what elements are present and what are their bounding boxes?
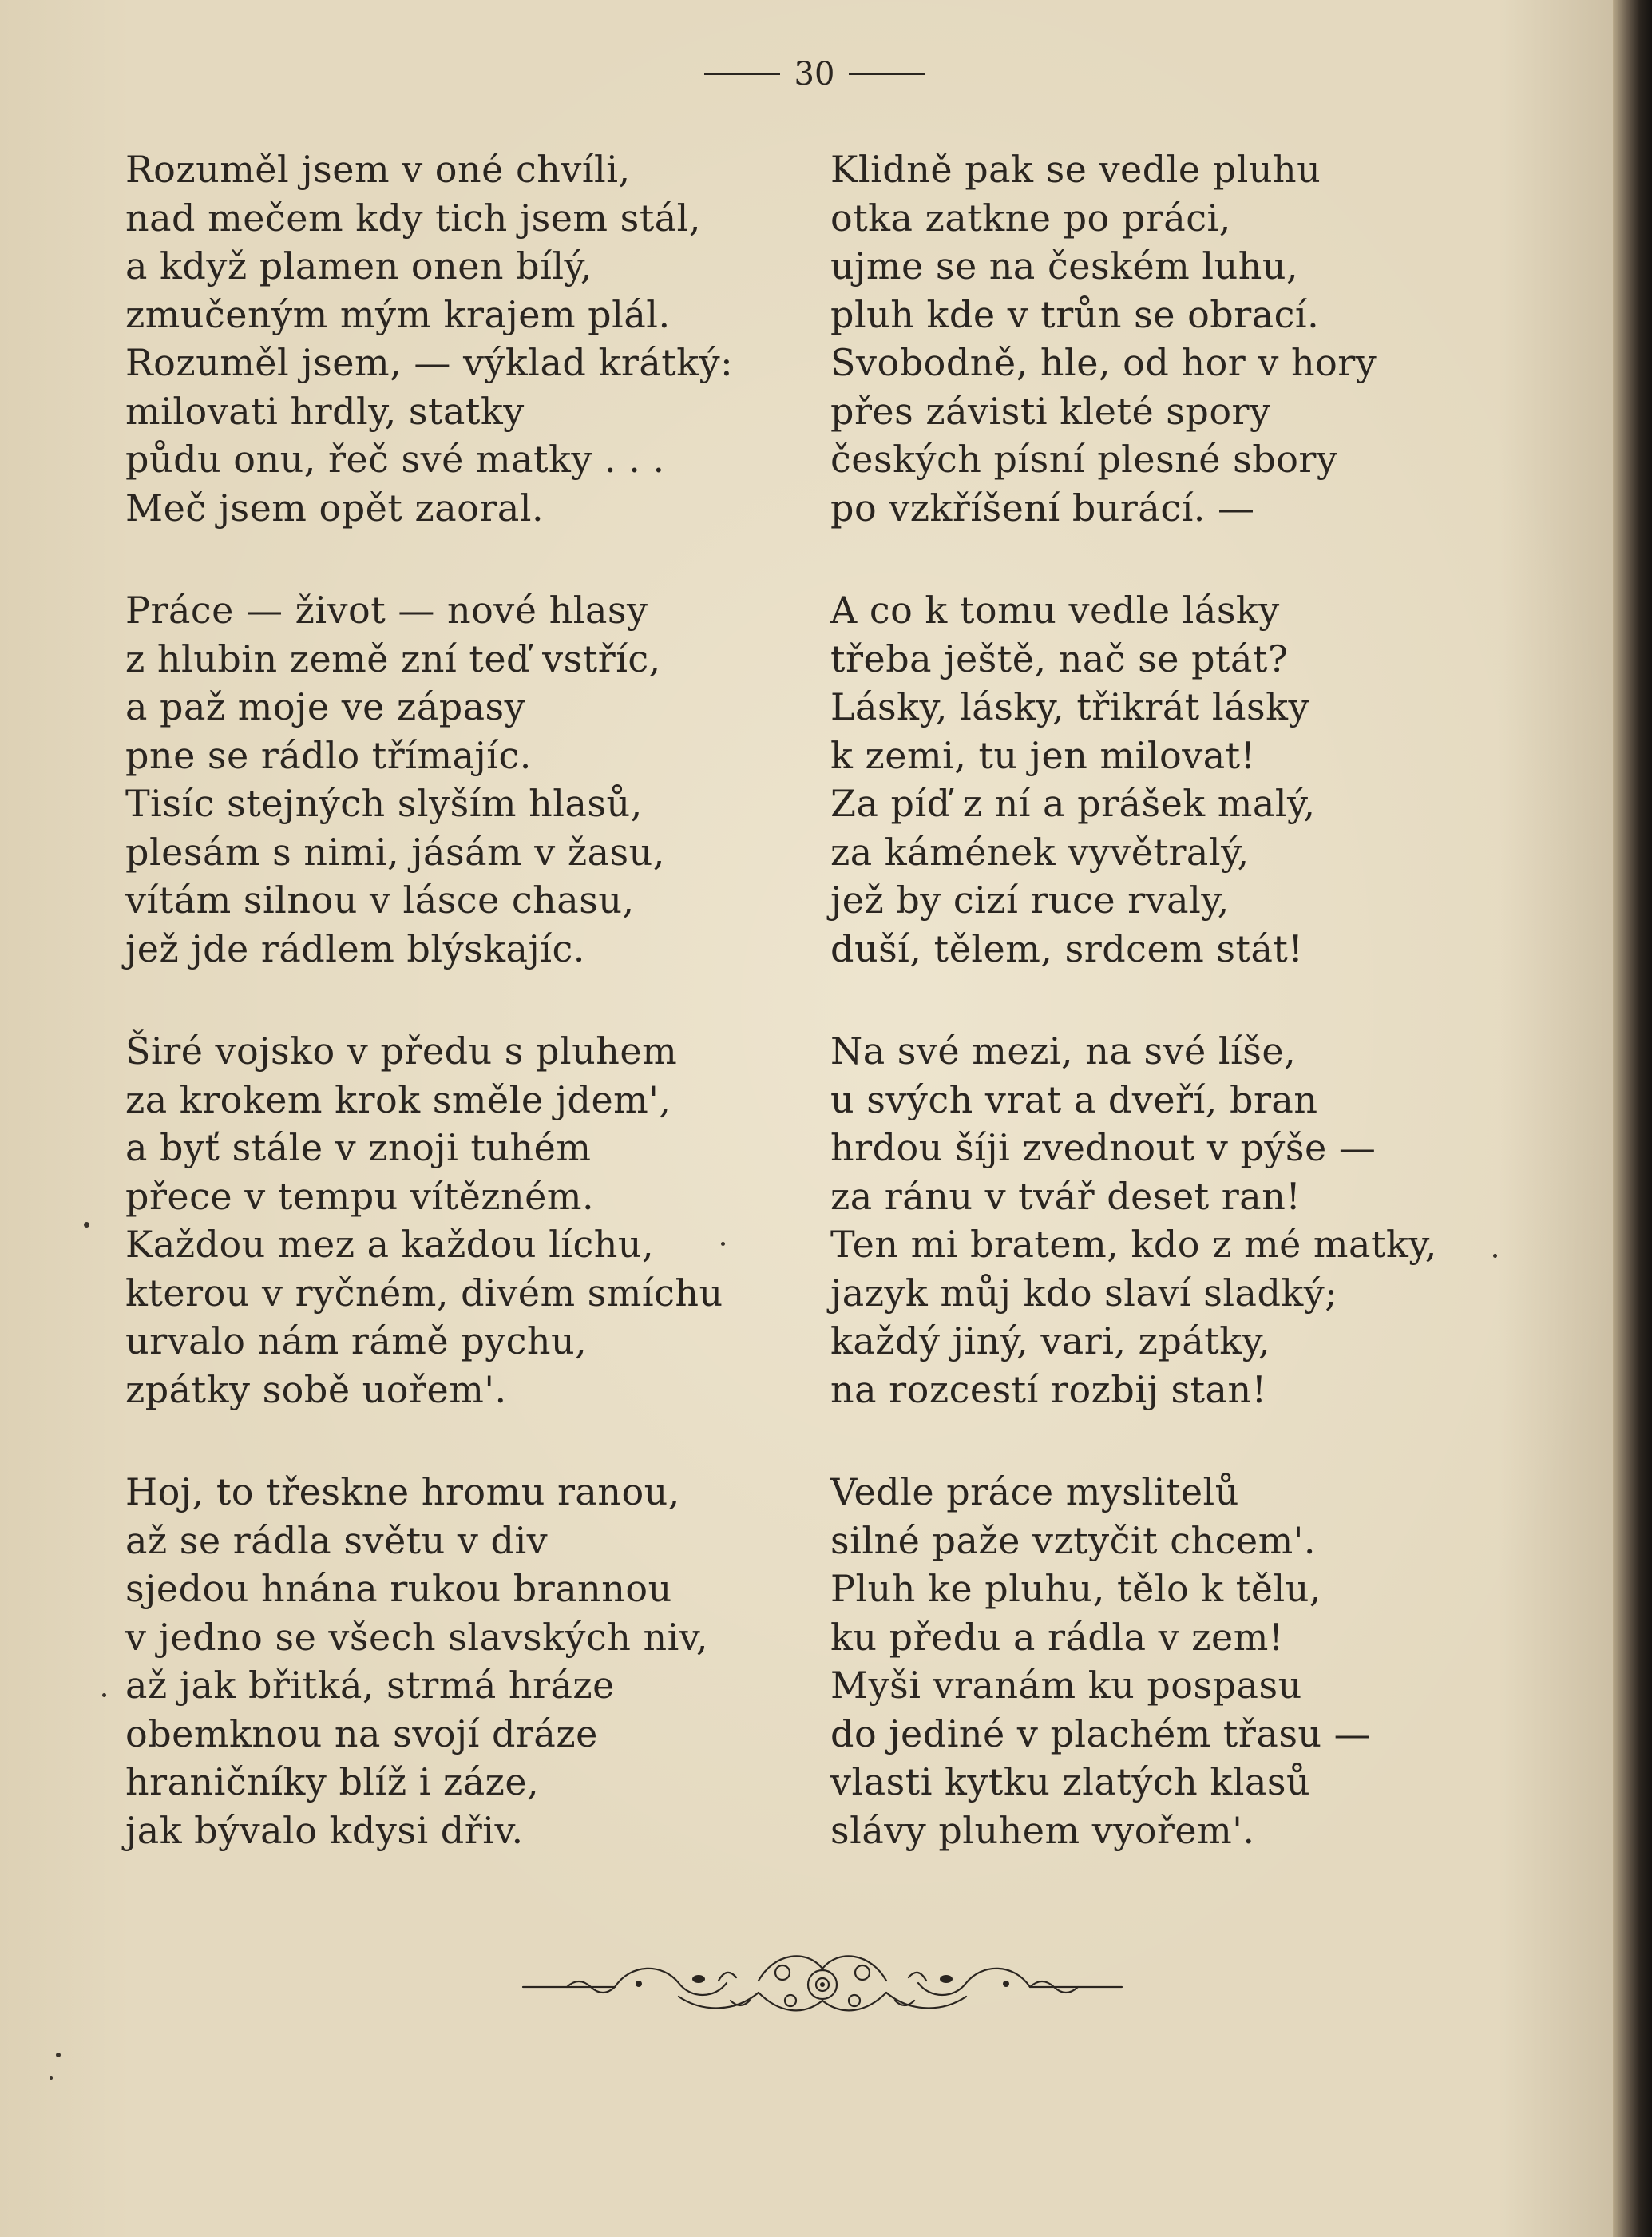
verse-line: v jedno se všech slavských niv, (125, 1615, 708, 1659)
verse-line: jež by cizí ruce rvaly, (830, 879, 1230, 922)
verse-line: každý jiný, vari, zpátky, (830, 1319, 1271, 1362)
verse-line: otka zatkne po práci, (830, 196, 1231, 240)
verse-line: duší, tělem, srdcem stát! (830, 926, 1304, 970)
verse-line: Každou mez a každou líchu, (125, 1223, 655, 1266)
verse-line: a když plamen onen bílý, (125, 244, 593, 288)
verse-line: za kámének vyvětralý, (830, 830, 1250, 874)
paper-speck (84, 1222, 89, 1228)
paper-speck (1493, 1254, 1497, 1258)
verse-line: Za píď z ní a prášek malý, (830, 782, 1316, 825)
paper-speck (721, 1242, 725, 1246)
verse-line: silné paže vztyčit chcem'. (830, 1518, 1316, 1562)
verse-line: Tisíc stejných slyším hlasů, (125, 782, 643, 825)
verse-line: ujme se na českém luhu, (830, 244, 1299, 288)
verse-line: hraničníky blíž i záze, (125, 1760, 540, 1803)
verse-line: přece v tempu vítězném. (125, 1174, 595, 1218)
verse-line: po vzkříšení burácí. — (830, 486, 1255, 530)
header-rule-left (704, 73, 780, 75)
verse-line: kterou v ryčném, divém smíchu (125, 1271, 723, 1315)
verse-line: sjedou hnána rukou brannou (125, 1567, 672, 1610)
verse-line: a byť stále v znoji tuhém (125, 1126, 592, 1169)
verse-line: Hoj, to třeskne hromu ranou, (125, 1470, 680, 1513)
verse-line: třeba ještě, nač se ptát? (830, 637, 1289, 680)
verse-line: ku předu a rádla v zem! (830, 1615, 1284, 1659)
verse-line: českých písní plesné sbory (830, 438, 1338, 481)
verse-line: Na své mezi, na své líše, (830, 1029, 1297, 1073)
page-number: 30 (794, 56, 835, 93)
verse-line: Pluh ke pluhu, tělo k tělu, (830, 1567, 1321, 1610)
poem-column-right (830, 145, 1517, 1909)
stanza (830, 1027, 1517, 1414)
verse-line: až jak břitká, strmá hráze (125, 1664, 615, 1707)
verse-line: jež jde rádlem blýskajíc. (125, 926, 585, 970)
verse-line: za ránu v tvář deset ran! (830, 1174, 1301, 1218)
verse-line: nad mečem kdy tich jsem stál, (125, 196, 702, 240)
verse-line: do jediné v plachém třasu — (830, 1711, 1372, 1755)
verse-line: pne se rádlo třímajíc. (125, 733, 532, 777)
stanza (830, 145, 1517, 532)
verse-line: Myši vranám ku pospasu (830, 1664, 1302, 1707)
stanza (830, 1468, 1517, 1854)
verse-line: za krokem krok směle jdem', (125, 1077, 671, 1121)
verse-line: Práce — život — nové hlasy (125, 589, 648, 632)
paper-speck (50, 2076, 53, 2080)
verse-line: z hlubin země zní teď vstříc, (125, 637, 661, 680)
verse-line: Vedle práce myslitelů (830, 1470, 1239, 1513)
verse-line: Klidně pak se vedle pluhu (830, 148, 1321, 191)
verse-line: Lásky, lásky, třikrát lásky (830, 685, 1309, 728)
verse-line: Ten mi bratem, kdo z mé matky, (830, 1223, 1437, 1266)
verse-line: Rozuměl jsem, — výklad krátký: (125, 341, 734, 384)
poem-column-left (125, 145, 780, 1909)
floral-vignette-icon (519, 1949, 1126, 2021)
verse-line: hrdou šíji zvednout v pýše — (830, 1126, 1377, 1169)
verse-line: Rozuměl jsem v oné chvíli, (125, 148, 631, 191)
verse-line: na rozcestí rozbij stan! (830, 1367, 1267, 1411)
verse-line: Meč jsem opět zaoral. (125, 486, 545, 530)
verse-line: půdu onu, řeč své matky . . . (125, 438, 665, 481)
header-rule-right (849, 73, 925, 75)
verse-line: plesám s nimi, jásám v žasu, (125, 830, 665, 874)
stanza (125, 586, 780, 973)
verse-line: jak bývalo kdysi dřiv. (125, 1808, 524, 1852)
verse-line: až se rádla světu v div (125, 1518, 549, 1562)
verse-line: pluh kde v trůn se obrací. (830, 292, 1320, 336)
page-number-header (0, 56, 1629, 93)
paper-speck (102, 1693, 106, 1697)
verse-line: milovati hrdly, statky (125, 389, 525, 433)
verse-line: Širé vojsko v předu s pluhem (125, 1029, 678, 1073)
verse-line: A co k tomu vedle lásky (830, 589, 1280, 632)
paper-speck (56, 2053, 61, 2057)
verse-line: zpátky sobě uořem'. (125, 1367, 507, 1411)
stanza (125, 1027, 780, 1414)
verse-line: k zemi, tu jen milovat! (830, 733, 1256, 777)
stanza (830, 586, 1517, 973)
verse-line: obemknou na svojí dráze (125, 1711, 598, 1755)
verse-line: urvalo nám rámě pychu, (125, 1319, 588, 1362)
verse-line: zmučeným mým krajem plál. (125, 292, 671, 336)
verse-line: přes závisti kleté spory (830, 389, 1271, 433)
stanza (125, 1468, 780, 1854)
verse-line: slávy pluhem vyořem'. (830, 1808, 1255, 1852)
verse-line: jazyk můj kdo slaví sladký; (830, 1271, 1338, 1315)
verse-line: Svobodně, hle, od hor v hory (830, 341, 1377, 384)
book-spine-edge (1613, 0, 1652, 2237)
stanza (125, 145, 780, 532)
verse-line: vítám silnou v lásce chasu, (125, 879, 635, 922)
verse-line: u svých vrat a dveří, bran (830, 1077, 1318, 1121)
verse-line: a paž moje ve zápasy (125, 685, 526, 728)
verse-line: vlasti kytku zlatých klasů (830, 1760, 1311, 1803)
